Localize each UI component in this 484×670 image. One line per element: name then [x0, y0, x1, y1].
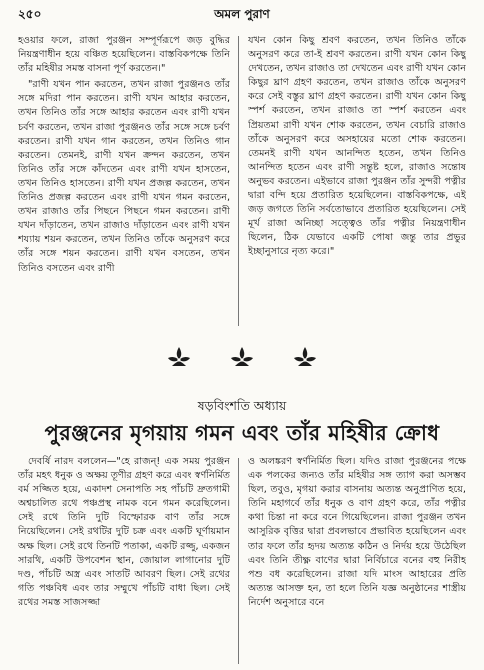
paragraph: "রাণী যখন পান করতেন, তখন রাজা পুরঞ্জনও তাঁর সঙ্গে মদিরা পান করতেন। রাণী যখন আহার করতেন, তখন তিনিও তাঁর সঙ্গে আহার করতেন এবং রাণী যখন চর্বণ করতেন, তখন রাজা পুরঞ্জনও তাঁর সঙ্গে সঙ্গে চর্বণ করতেন। রাণী যখন গান করতেন, তখন তিনিও গান করতেন। তেমনই, রাণী যখন ক্রন্দন করতেন, তখন তিনিও তাঁর সঙ্গে কাঁদতেন এবং রাণী যখন হাসতেন, তখন তিনিও হাসতেন। রাণী যখন প্রজল্প করতেন, তখন তিনিও প্রজল্প করতেন এবং রাণী যখন গমন করতেন, তখন রাজাও তাঁর পিছনে পিছনে গমন করতেন। রাণী যখন দাঁড়াতেন, তখন রাজাও দাঁড়াতেন এবং রাণী যখন শয্যায় শয়ন করতেন, তখন তিনিও তাঁকে অনুসরণ করে তাঁর সঙ্গে শয়ন করতেন। রাণী যখন বসতেন, তখন তিনিও বসতেন এবং রাণী — [18, 79, 230, 274]
paragraph: ও অলঙ্করণ স্বর্ণনির্মিত ছিল। যদিও রাজা পুরঞ্জনের পক্ষে এক পলকের জন্যও তাঁর মহিষীর সঙ্গ ত্যাগ করা অসম্ভব ছিল, তবুও, মৃগয়া করার বাসনায় অত্যন্ত অনুপ্রাণিত হয়ে, তিনি মহাগর্বে তাঁর ধনুক ও বাণ গ্রহণ করে, তাঁর পত্নীর কথা চিন্তা না করে বনে গিয়েছিলেন। রাজা পুরঞ্জন তখন আসুরিক বৃত্তির দ্বারা প্রবলভাবে প্রভাবিত হয়েছিলেন এবং তার ফলে তাঁর হৃদয় অত্যন্ত কঠিন ও নির্দয় হয়ে উঠেছিল এবং তিনি তীক্ষ্ণ বাণের দ্বারা নির্বিচারে বনের বহু নিরীহ পশু বধ করেছিলেন। রাজা যদি মাংস আহারের প্রতি অত্যন্ত আসক্ত হন, তা হলে তিনি যজ্ঞ অনুষ্ঠানের শাস্ত্রীয় নির্দেশ অনুসারে বনে — [248, 456, 466, 608]
running-title: অমল পুরাণ — [214, 7, 270, 21]
column-divider — [238, 458, 239, 664]
floral-ornament-icon — [229, 346, 255, 372]
page-header — [18, 6, 466, 24]
floral-ornament-icon — [292, 346, 318, 372]
floral-ornament-icon — [166, 346, 192, 372]
page-number: ২৫০ — [18, 7, 42, 21]
paragraph: দেবর্ষি নারদ বললেন—"হে রাজন্! এক সময় পুরঞ্জন তাঁর মহৎ ধনুক ও অক্ষয় তূণীর গ্রহণ করে এবং স্বর্ণনির্মিত বর্ম সজ্জিত হয়ে, একাদশ সেনাপতি সহ পাঁচটি দ্রুতগামী অশ্বচালিত রথে পঞ্চপ্রস্থ নামক বনে গমন করেছিলেন। সেই রথে তিনি দুটি বিস্ফোরক বাণ তাঁর সঙ্গে নিয়েছিলেন। সেই রথটির দুটি চক্র এবং একটি ঘূর্ণায়মান অক্ষ ছিল। সেই রথে তিনটি পতাকা, একটি রজ্জু, একজন সারথি, একটি উপবেশন স্থান, জোয়াল লাগানোর দুটি দণ্ড, পাঁচটি অস্ত্র এবং সাতটি আবরণ ছিল। সেই রথের গতি পঞ্চবিধ এবং তার সম্মুখে পাঁচটি বাধা ছিল। সেই রথের সমস্ত সাজসজ্জা — [18, 456, 230, 608]
column-divider — [238, 36, 239, 326]
chapter-number: ষড়বিংশতি অধ্যায় — [197, 398, 287, 413]
chapter-title: পুরঞ্জনের মৃগয়ায় গমন এবং তাঁর মহিষীর ক্রোধ — [44, 421, 440, 445]
ornament-row — [0, 346, 484, 372]
bottom-left-column — [18, 455, 230, 665]
top-right-column — [248, 34, 466, 334]
top-left-column — [18, 34, 230, 334]
bottom-right-column — [248, 455, 466, 665]
paragraph: হওয়ার ফলে, রাজা পুরঞ্জন সম্পূর্ণরূপে জড় বুদ্ধির নিয়ন্ত্রণাধীন হয়ে বঞ্চিত হয়েছিলেন। বাস্তবিকপক্ষে তিনি তাঁর মহিষীর সমস্ত বাসনা পূর্ণ করতেন।" — [18, 35, 230, 75]
paragraph: যখন কোন কিছু শ্রবণ করতেন, তখন তিনিও তাঁকে অনুসরণ করে তা-ই শ্রবণ করতেন। রাণী যখন কোন কিছু দেখতেন, তখন রাজাও তা দেখতেন এবং রাণী যখন কোন কিছুর ঘ্রাণ গ্রহণ করতেন, তখন রাজাও তাঁকে অনুসরণ করে সেই বস্তুর ঘ্রাণ গ্রহণ করতেন। রাণী যখন কোন কিছু স্পর্শ করতেন, তখন রাজাও তা স্পর্শ করতেন এবং প্রিয়তমা রাণী যখন শোক করতেন, তখন বেচারি রাজাও তাঁকে অনুসরণ করে অসহায়ের মতো শোক করতেন। তেমনই রাণী যখন আনন্দিত হতেন, তখন তিনিও আনন্দিত হতেন এবং রাণী সন্তুষ্ট হলে, রাজাও সন্তোষ অনুভব করতেন। এইভাবে রাজা পুরঞ্জন তাঁর সুন্দরী পত্নীর দ্বারা বন্দি হয়ে প্রতারিত হয়েছিলেন। বাস্তবিকপক্ষে, এই জড় জগতে তিনি সর্বতোভাবে প্রতারিত হয়েছিলেন। সেই মূর্খ রাজা অনিচ্ছা সত্ত্বেও তাঁর পত্নীর নিয়ন্ত্রণাধীন ছিলেন, ঠিক যেভাবে একটি পোষা জন্তু তার প্রভুর ইচ্ছানুসারে নৃত্য করে।" — [248, 35, 466, 258]
